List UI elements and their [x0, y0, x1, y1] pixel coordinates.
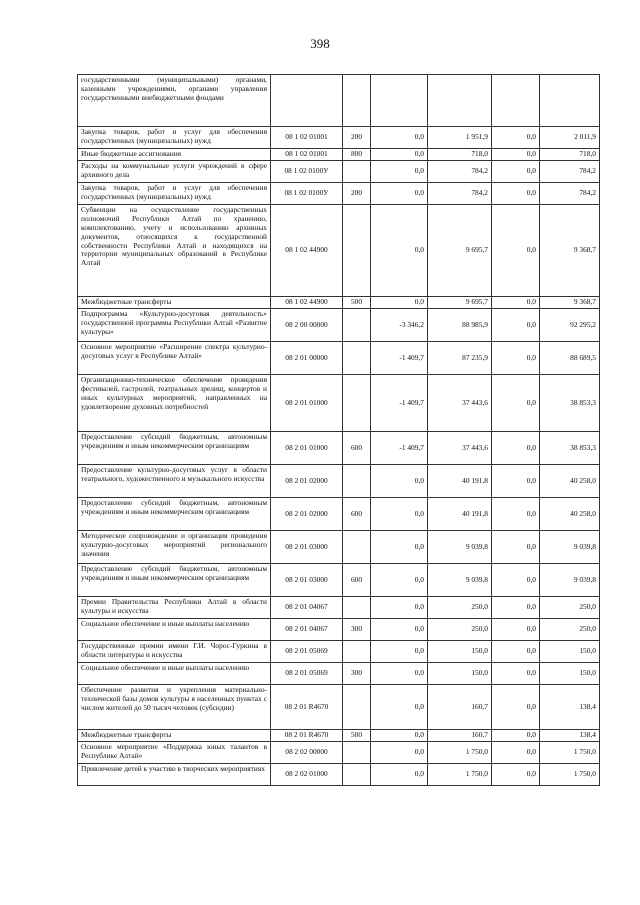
amount-change-2: 0,0: [492, 619, 540, 641]
expense-type-code: [343, 161, 371, 183]
amount-year-2: 250,0: [540, 619, 600, 641]
expense-type-code: 300: [343, 663, 371, 685]
amount-year-1: 250,0: [428, 597, 492, 619]
amount-year-1: 37 443,6: [428, 375, 492, 432]
amount-change: 0,0: [371, 730, 428, 742]
amount-year-2: 88 689,5: [540, 342, 600, 375]
amount-year-1: [428, 75, 492, 127]
amount-year-1: 160,7: [428, 730, 492, 742]
amount-change: 0,0: [371, 498, 428, 531]
expense-type-code: [343, 641, 371, 663]
amount-change-2: 0,0: [492, 149, 540, 161]
amount-change: 0,0: [371, 764, 428, 786]
amount-change: 0,0: [371, 685, 428, 730]
expense-type-code: [343, 742, 371, 764]
table-row: [78, 663, 600, 685]
amount-year-1: 150,0: [428, 641, 492, 663]
amount-year-2: 38 853,3: [540, 375, 600, 432]
amount-change: 0,0: [371, 127, 428, 149]
amount-change: 0,0: [371, 531, 428, 564]
expense-type-code: [343, 309, 371, 342]
amount-change: -1 409,7: [371, 342, 428, 375]
amount-year-1: 160,7: [428, 685, 492, 730]
classification-code: 08 2 01 01000: [271, 375, 343, 432]
amount-year-2: 784,2: [540, 183, 600, 205]
amount-year-1: 40 191,8: [428, 465, 492, 498]
row-description: Иные бюджетные ассигнования: [78, 149, 271, 161]
amount-year-2: 250,0: [540, 597, 600, 619]
amount-year-1: 87 235,9: [428, 342, 492, 375]
classification-code: 08 2 01 00000: [271, 342, 343, 375]
amount-year-2: 9 368,7: [540, 205, 600, 297]
amount-year-2: 38 853,3: [540, 432, 600, 465]
expense-type-code: 200: [343, 127, 371, 149]
expense-type-code: [343, 375, 371, 432]
amount-year-2: 92 295,2: [540, 309, 600, 342]
amount-change: 0,0: [371, 149, 428, 161]
amount-change-2: [492, 75, 540, 127]
table-row: [78, 730, 600, 742]
amount-year-1: 1 951,9: [428, 127, 492, 149]
amount-year-2: 1 750,0: [540, 764, 600, 786]
amount-change-2: 0,0: [492, 342, 540, 375]
expense-type-code: [343, 764, 371, 786]
row-description: государственными (муниципальными) органами, казенными учреждениями, органами управления государственными внебюджетными фондами: [78, 75, 271, 127]
classification-code: 08 2 01 05069: [271, 663, 343, 685]
classification-code: 08 2 01 05069: [271, 641, 343, 663]
classification-code: 08 2 01 01000: [271, 432, 343, 465]
amount-change: 0,0: [371, 297, 428, 309]
amount-change-2: 0,0: [492, 205, 540, 297]
table-row: [78, 465, 600, 498]
amount-year-1: 37 443,6: [428, 432, 492, 465]
table-row: [78, 149, 600, 161]
expense-type-code: 200: [343, 183, 371, 205]
row-description: Подпрограмма «Культурно-досуговая деятельность» государственной программы Республики Алтай «Развитие культуры»: [78, 309, 271, 342]
amount-change-2: 0,0: [492, 764, 540, 786]
classification-code: 08 2 02 01000: [271, 764, 343, 786]
classification-code: 08 1 02 01001: [271, 149, 343, 161]
table-row: [78, 127, 600, 149]
table-row: [78, 597, 600, 619]
classification-code: 08 2 01 R4670: [271, 685, 343, 730]
classification-code: 08 2 01 04067: [271, 619, 343, 641]
expense-type-code: [343, 205, 371, 297]
amount-change: 0,0: [371, 465, 428, 498]
amount-change: -1 409,7: [371, 375, 428, 432]
table-row: [78, 764, 600, 786]
row-description: Основное мероприятие «Поддержка юных талантов в Республике Алтай»: [78, 742, 271, 764]
expense-type-code: 600: [343, 432, 371, 465]
amount-change-2: 0,0: [492, 641, 540, 663]
row-description: Предоставление субсидий бюджетным, автономным учреждениям и иным некоммерческим организациям: [78, 564, 271, 597]
classification-code: 08 2 01 03000: [271, 531, 343, 564]
amount-year-1: 9 695,7: [428, 205, 492, 297]
amount-year-1: 784,2: [428, 161, 492, 183]
amount-year-1: 718,0: [428, 149, 492, 161]
amount-change: 0,0: [371, 641, 428, 663]
expense-type-code: 500: [343, 297, 371, 309]
expense-type-code: [343, 342, 371, 375]
table-row: [78, 619, 600, 641]
amount-year-2: 138,4: [540, 685, 600, 730]
classification-code: 08 2 01 02000: [271, 465, 343, 498]
classification-code: 08 1 02 0100У: [271, 183, 343, 205]
amount-change-2: 0,0: [492, 663, 540, 685]
row-description: Основное мероприятие «Расширение спектра культурно-досуговых услуг в Республике Алтай»: [78, 342, 271, 375]
table-row: [78, 531, 600, 564]
classification-code: 08 2 00 00000: [271, 309, 343, 342]
expense-type-code: [343, 531, 371, 564]
amount-change: 0,0: [371, 663, 428, 685]
amount-year-2: 2 011,9: [540, 127, 600, 149]
amount-year-2: 40 258,0: [540, 465, 600, 498]
classification-code: 08 1 02 01001: [271, 127, 343, 149]
row-description: Закупка товаров, работ и услуг для обеспечения государственных (муниципальных) нужд: [78, 183, 271, 205]
row-description: Предоставление культурно-досуговых услуг в области театрального, художественного и музыкального искусства: [78, 465, 271, 498]
table-row: [78, 75, 600, 127]
classification-code: 08 1 02 0100У: [271, 161, 343, 183]
classification-code: 08 1 02 44900: [271, 205, 343, 297]
amount-year-2: 9 368,7: [540, 297, 600, 309]
amount-change-2: 0,0: [492, 742, 540, 764]
row-description: Межбюджетные трансферты: [78, 730, 271, 742]
expense-type-code: [343, 465, 371, 498]
table-row: [78, 432, 600, 465]
amount-year-1: 784,2: [428, 183, 492, 205]
amount-year-2: 150,0: [540, 641, 600, 663]
expense-type-code: 300: [343, 619, 371, 641]
amount-year-2: 9 039,8: [540, 564, 600, 597]
budget-table-body: [78, 75, 600, 786]
amount-change-2: 0,0: [492, 597, 540, 619]
expense-type-code: 500: [343, 730, 371, 742]
amount-change-2: 0,0: [492, 465, 540, 498]
table-row: [78, 309, 600, 342]
amount-change: 0,0: [371, 619, 428, 641]
page-number: 398: [310, 36, 330, 51]
amount-change-2: 0,0: [492, 432, 540, 465]
amount-year-1: 88 985,9: [428, 309, 492, 342]
row-description: Социальное обеспечение и иные выплаты населению: [78, 619, 271, 641]
table-row: [78, 564, 600, 597]
row-description: Субвенции на осуществление государственных полномочий Республики Алтай по хранению, комплектованию, учету и использованию архивных документов, относящихся к государственной собственности Республики Алтай и находящихся на территории муниципальных образований в Республике Алтай: [78, 205, 271, 297]
amount-change-2: 0,0: [492, 685, 540, 730]
amount-year-2: 138,4: [540, 730, 600, 742]
amount-change-2: 0,0: [492, 375, 540, 432]
expense-type-code: [343, 597, 371, 619]
row-description: Межбюджетные трансферты: [78, 297, 271, 309]
expense-type-code: 600: [343, 564, 371, 597]
table-row: [78, 161, 600, 183]
table-row: [78, 498, 600, 531]
amount-year-2: [540, 75, 600, 127]
classification-code: 08 2 01 R4670: [271, 730, 343, 742]
amount-change: -3 346,2: [371, 309, 428, 342]
classification-code: 08 2 02 00000: [271, 742, 343, 764]
amount-change: 0,0: [371, 205, 428, 297]
amount-change: -1 409,7: [371, 432, 428, 465]
budget-table: [77, 74, 600, 786]
table-row: [78, 342, 600, 375]
row-description: Организационно-техническое обеспечение проведения фестивалей, гастролей, театральных зрелищ, концертов и иных культурных мероприятий, направленных на удовлетворение духовных потребностей: [78, 375, 271, 432]
amount-change-2: 0,0: [492, 730, 540, 742]
classification-code: 08 2 01 02000: [271, 498, 343, 531]
classification-code: 08 2 01 04067: [271, 597, 343, 619]
amount-change-2: 0,0: [492, 564, 540, 597]
table-row: [78, 375, 600, 432]
amount-change: 0,0: [371, 597, 428, 619]
table-row: [78, 685, 600, 730]
amount-year-1: 250,0: [428, 619, 492, 641]
table-row: [78, 297, 600, 309]
amount-year-1: 40 191,8: [428, 498, 492, 531]
row-description: Расходы на коммунальные услуги учреждений в сфере архивного дела: [78, 161, 271, 183]
amount-year-1: 9 695,7: [428, 297, 492, 309]
amount-year-2: 1 750,0: [540, 742, 600, 764]
table-row: [78, 205, 600, 297]
amount-change-2: 0,0: [492, 127, 540, 149]
amount-change: [371, 75, 428, 127]
amount-change: 0,0: [371, 183, 428, 205]
amount-change-2: 0,0: [492, 531, 540, 564]
amount-change-2: 0,0: [492, 498, 540, 531]
amount-change: 0,0: [371, 742, 428, 764]
amount-year-2: 40 258,0: [540, 498, 600, 531]
table-row: [78, 641, 600, 663]
amount-change-2: 0,0: [492, 297, 540, 309]
row-description: Премии Правительства Республики Алтай в области культуры и искусства: [78, 597, 271, 619]
row-description: Обеспечение развития и укрепления материально-технической базы домов культуры в населенных пунктах с числом жителей до 50 тысяч человек (субсидии): [78, 685, 271, 730]
amount-year-1: 9 039,8: [428, 564, 492, 597]
amount-change: 0,0: [371, 161, 428, 183]
row-description: Закупка товаров, работ и услуг для обеспечения государственных (муниципальных) нужд: [78, 127, 271, 149]
row-description: Предоставление субсидий бюджетным, автономным учреждениям и иным некоммерческим организациям: [78, 432, 271, 465]
amount-change-2: 0,0: [492, 183, 540, 205]
amount-year-2: 784,2: [540, 161, 600, 183]
amount-year-1: 150,0: [428, 663, 492, 685]
row-description: Государственные премии имени Г.И. Чорос-Гуркина в области литературы и искусства: [78, 641, 271, 663]
expense-type-code: [343, 685, 371, 730]
row-description: Привлечение детей к участию в творческих мероприятиях: [78, 764, 271, 786]
amount-year-2: 718,0: [540, 149, 600, 161]
row-description: Предоставление субсидий бюджетным, автономным учреждениям и иным некоммерческим организациям: [78, 498, 271, 531]
expense-type-code: [343, 75, 371, 127]
classification-code: 08 1 02 44900: [271, 297, 343, 309]
amount-change-2: 0,0: [492, 161, 540, 183]
table-row: [78, 742, 600, 764]
amount-year-2: 150,0: [540, 663, 600, 685]
amount-year-1: 1 750,0: [428, 764, 492, 786]
expense-type-code: 600: [343, 498, 371, 531]
table-row: [78, 183, 600, 205]
row-description: Методическое сопровождение и организация проведения культурно-досуговых мероприятий регионального значения: [78, 531, 271, 564]
amount-year-1: 1 750,0: [428, 742, 492, 764]
row-description: Социальное обеспечение и иные выплаты населению: [78, 663, 271, 685]
amount-change-2: 0,0: [492, 309, 540, 342]
amount-year-2: 9 039,8: [540, 531, 600, 564]
amount-change: 0,0: [371, 564, 428, 597]
classification-code: 08 2 01 03000: [271, 564, 343, 597]
classification-code: [271, 75, 343, 127]
expense-type-code: 800: [343, 149, 371, 161]
amount-year-1: 9 039,8: [428, 531, 492, 564]
